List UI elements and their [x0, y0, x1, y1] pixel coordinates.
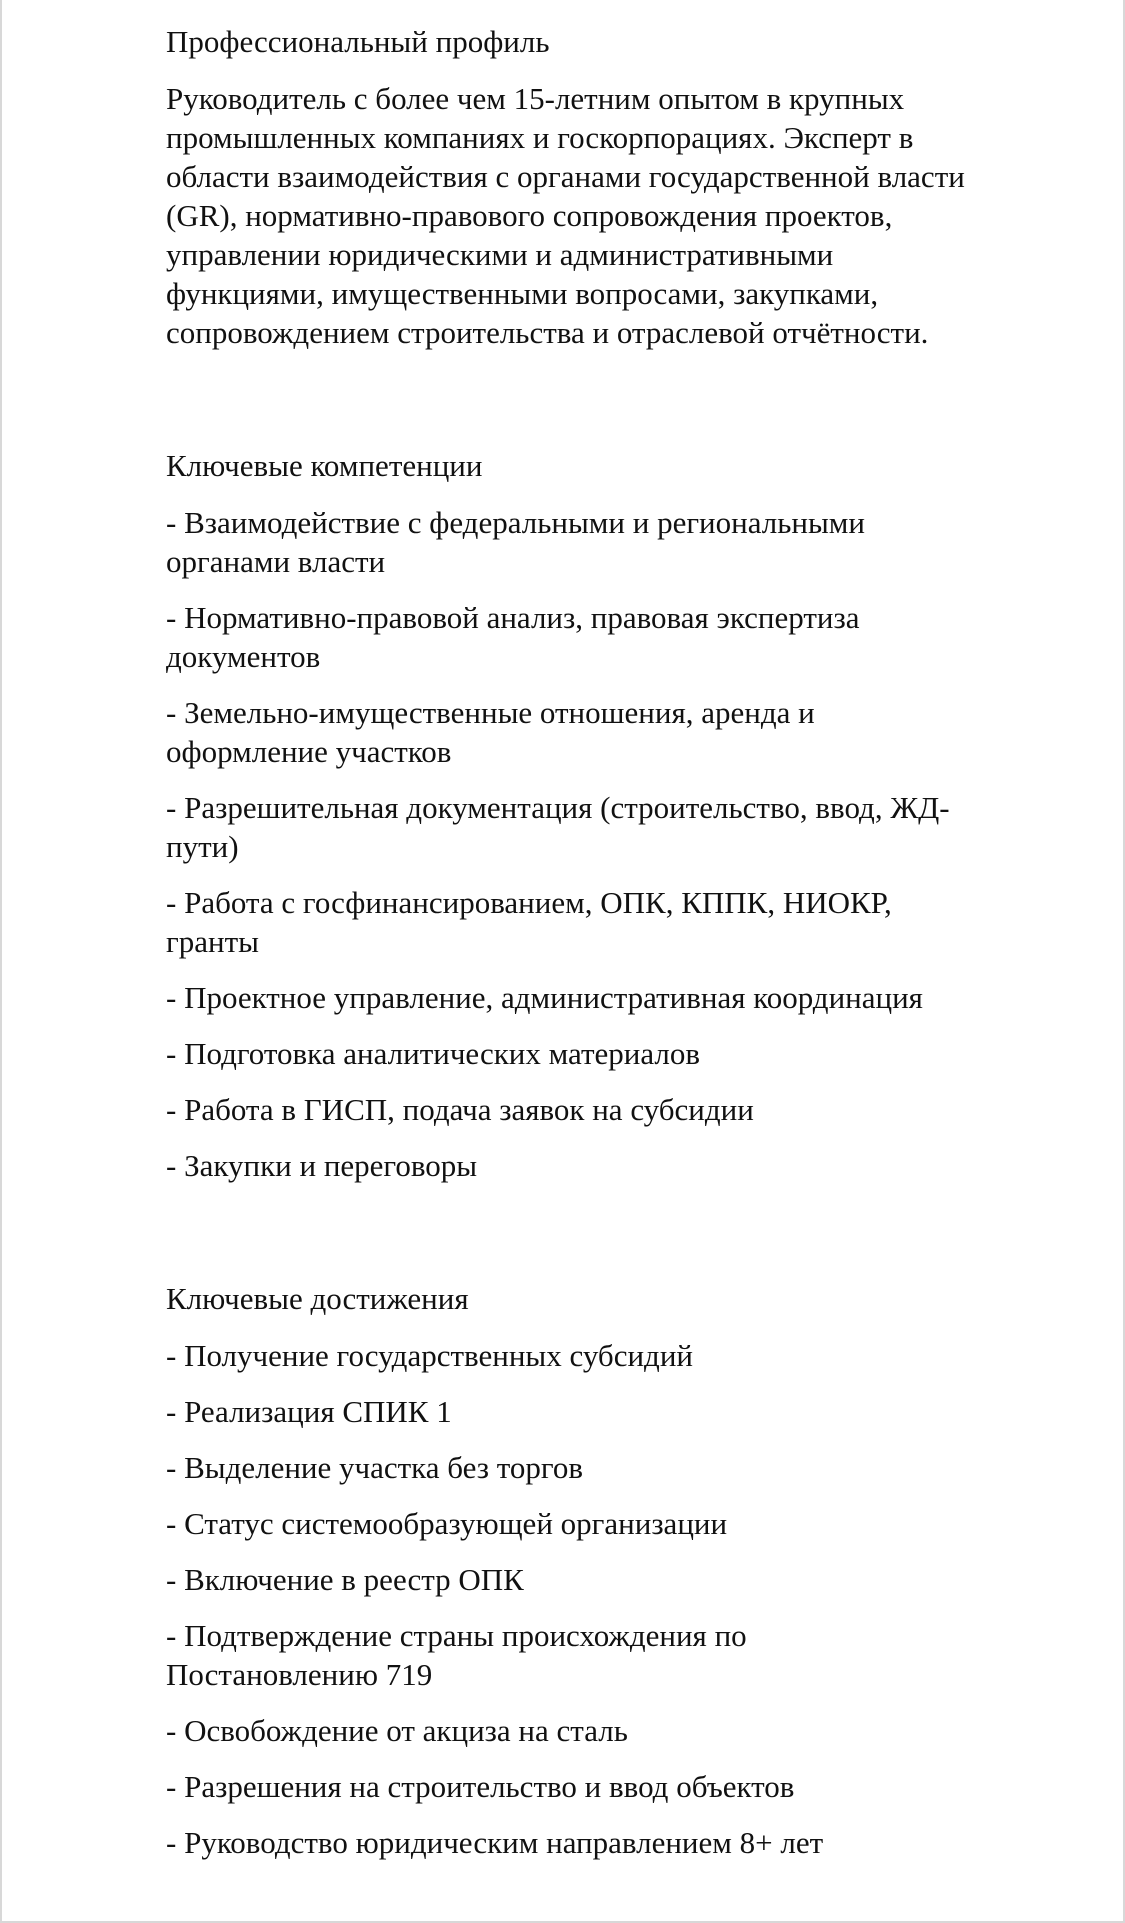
list-item: - Статус системообразующей организации: [166, 1506, 728, 1541]
list-item: - Выделение участка без торгов: [166, 1450, 584, 1485]
list-item: - Получение государственных субсидий: [166, 1338, 693, 1373]
achievements-list: [166, 1336, 966, 1862]
competencies-heading: Ключевые компетенции: [166, 448, 483, 483]
list-item: - Закупки и переговоры: [166, 1148, 478, 1183]
list-item: - Нормативно-правовой анализ, правовая экспертиза документов: [166, 600, 860, 674]
list-item: - Взаимодействие с федеральными и региональными органами власти: [166, 505, 865, 579]
list-item: - Реализация СПИК 1: [166, 1394, 452, 1429]
list-item: - Проектное управление, административная координация: [166, 980, 923, 1015]
profile-section: [166, 22, 966, 352]
list-item: - Включение в реестр ОПК: [166, 1562, 524, 1597]
profile-heading: Профессиональный профиль: [166, 24, 550, 59]
list-item: - Разрешительная документация (строительство, ввод, ЖД-пути): [166, 790, 950, 864]
list-item: - Работа с госфинансированием, ОПК, КППК, НИОКР, гранты: [166, 885, 892, 959]
list-item: - Земельно-имущественные отношения, аренда и оформление участков: [166, 695, 815, 769]
profile-summary: Руководитель с более чем 15-летним опытом в крупных промышленных компаниях и госкорпорациях. Эксперт в области взаимодействия с органами государственной власти (GR), нормативно-правового сопровождения проектов, управлении юридическими и административными функциями, имущественными вопросами, закупками, сопровождением строительства и отраслевой отчётности.: [166, 81, 965, 350]
page-border-left: [0, 0, 2, 1923]
resume-document: [166, 22, 966, 1862]
list-item: - Работа в ГИСП, подача заявок на субсидии: [166, 1092, 754, 1127]
list-item: - Разрешения на строительство и ввод объектов: [166, 1769, 795, 1804]
achievements-section: [166, 1279, 966, 1862]
competencies-section: [166, 446, 966, 1185]
list-item: - Подготовка аналитических материалов: [166, 1036, 701, 1071]
list-item: - Руководство юридическим направлением 8+ лет: [166, 1825, 824, 1860]
list-item: - Подтверждение страны происхождения по Постановлению 719: [166, 1618, 747, 1692]
achievements-heading: Ключевые достижения: [166, 1281, 469, 1316]
competencies-list: [166, 503, 966, 1185]
list-item: - Освобождение от акциза на сталь: [166, 1713, 628, 1748]
